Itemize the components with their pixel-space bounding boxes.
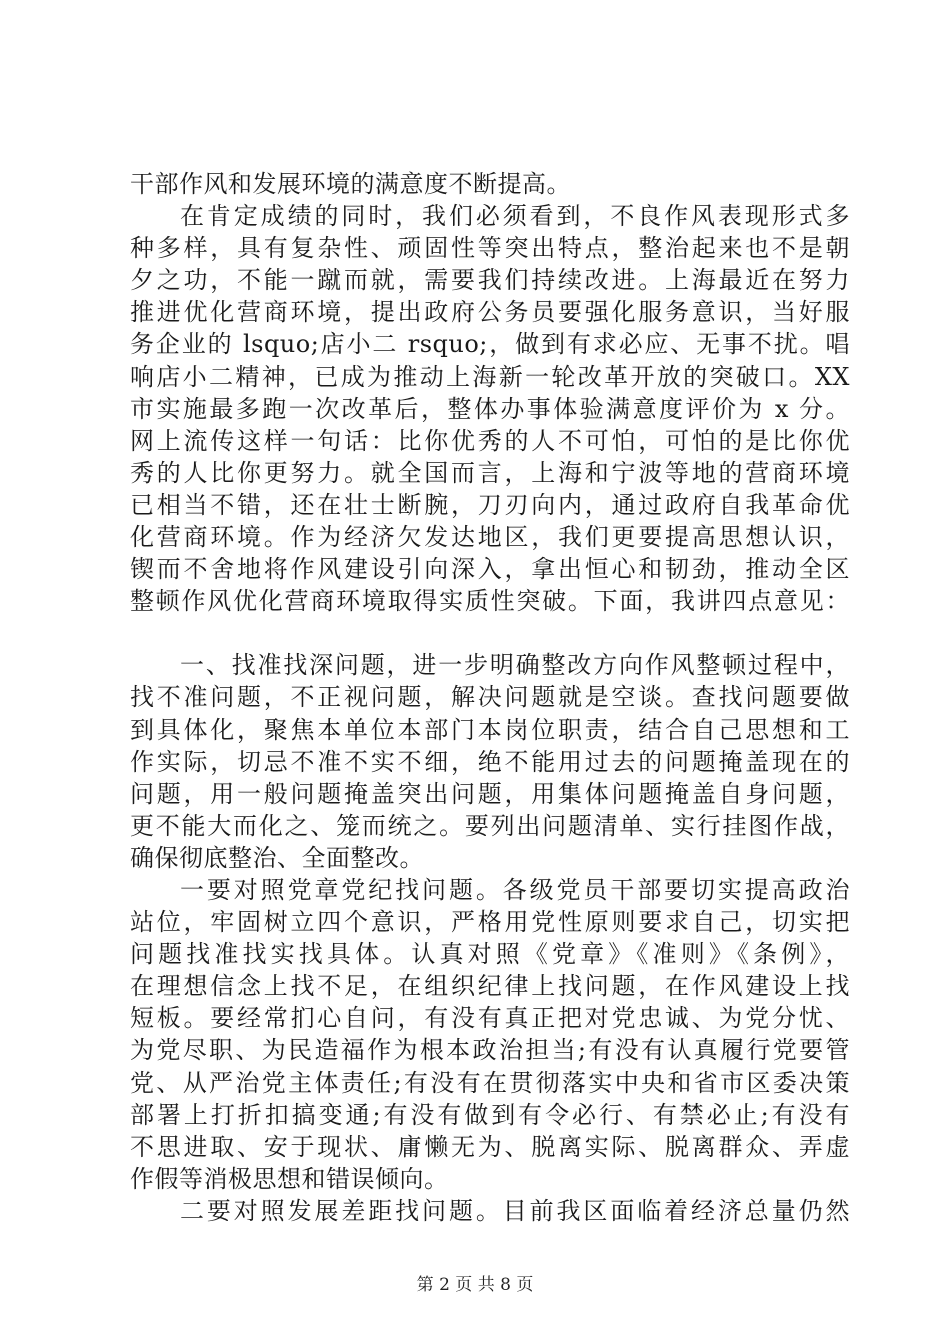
text-line: 到具体化，聚焦本单位本部门本岗位职责，结合自己思想和工 (130, 715, 850, 744)
text-line: 作实际，切忌不准不实不细，绝不能用过去的问题掩盖现在的 (130, 747, 850, 776)
text-line: 干部作风和发展环境的满意度不断提高。 (130, 170, 571, 198)
text-line: 找不准问题，不正视问题，解决问题就是空谈。查找问题要做 (130, 683, 850, 712)
text-line: 站位，牢固树立四个意识，严格用党性原则要求自己，切实把 (130, 908, 850, 937)
text-line: 问题，用一般问题掩盖突出问题，用集体问题掩盖自身问题， (130, 779, 850, 808)
text-line: 整顿作风优化营商环境取得实质性突破。下面，我讲四点意见： (130, 587, 850, 616)
text-line: 党、从严治党主体责任;有没有在贯彻落实中央和省市区委决策 (130, 1068, 850, 1097)
text-line: 二要对照发展差距找问题。目前我区面临着经济总量仍然 (180, 1196, 850, 1225)
text-line: 已相当不错，还在壮士断腕，刀刃向内，通过政府自我革命优 (130, 490, 850, 519)
text-line: 一要对照党章党纪找问题。各级党员干部要切实提高政治 (180, 875, 850, 904)
text-line: 为党尽职、为民造福作为根本政治担当;有没有认真履行党要管 (130, 1036, 850, 1065)
text-line: 网上流传这样一句话：比你优秀的人不可怕，可怕的是比你优 (130, 426, 850, 455)
text-line: 响店小二精神，已成为推动上海新一轮改革开放的突破口。XX (130, 362, 850, 391)
paragraph-gap (130, 617, 850, 649)
text-line: 化营商环境。作为经济欠发达地区，我们更要提高思想认识， (130, 523, 850, 552)
text-line: 推进优化营商环境，提出政府公务员要强化服务意识，当好服 (130, 298, 850, 327)
text-line: 夕之功，不能一蹴而就，需要我们持续改进。上海最近在努力 (130, 266, 850, 295)
text-line: 市实施最多跑一次改革后，整体办事体验满意度评价为 x 分。 (130, 394, 850, 423)
text-line: 确保彻底整治、全面整改。 (130, 843, 424, 872)
text-line: 更不能大而化之、笼而统之。要列出问题清单、实行挂图作战， (130, 811, 850, 840)
text-line: 在理想信念上找不足，在组织纪律上找问题，在作风建设上找 (130, 972, 850, 1001)
text-line: 作假等消极思想和错误倾向。 (130, 1164, 449, 1193)
text-line: 问题找准找实找具体。认真对照《党章》《准则》《条例》， (130, 940, 850, 969)
text-line: 务企业的 lsquo;店小二 rsquo;，做到有求必应、无事不扰。唱 (130, 330, 850, 359)
document-body (130, 168, 850, 1227)
text-line: 短板。要经常扪心自问，有没有真正把对党忠诚、为党分忧、 (130, 1004, 850, 1033)
text-line: 在肯定成绩的同时，我们必须看到，不良作风表现形式多 (180, 202, 850, 231)
text-line: 秀的人比你更努力。就全国而言，上海和宁波等地的营商环境 (130, 458, 850, 487)
text-line: 部署上打折扣搞变通;有没有做到有令必行、有禁必止;有没有 (130, 1100, 850, 1129)
text-line: 种多样，具有复杂性、顽固性等突出特点，整治起来也不是朝 (130, 234, 850, 263)
page-footer: 第 2 页 共 8 页 (416, 1275, 534, 1295)
text-line: 一、找准找深问题，进一步明确整改方向作风整顿过程中， (180, 651, 850, 680)
text-line: 锲而不舍地将作风建设引向深入，拿出恒心和韧劲，推动全区 (130, 555, 850, 584)
text-line: 不思进取、安于现状、庸懒无为、脱离实际、脱离群众、弄虚 (130, 1132, 850, 1161)
